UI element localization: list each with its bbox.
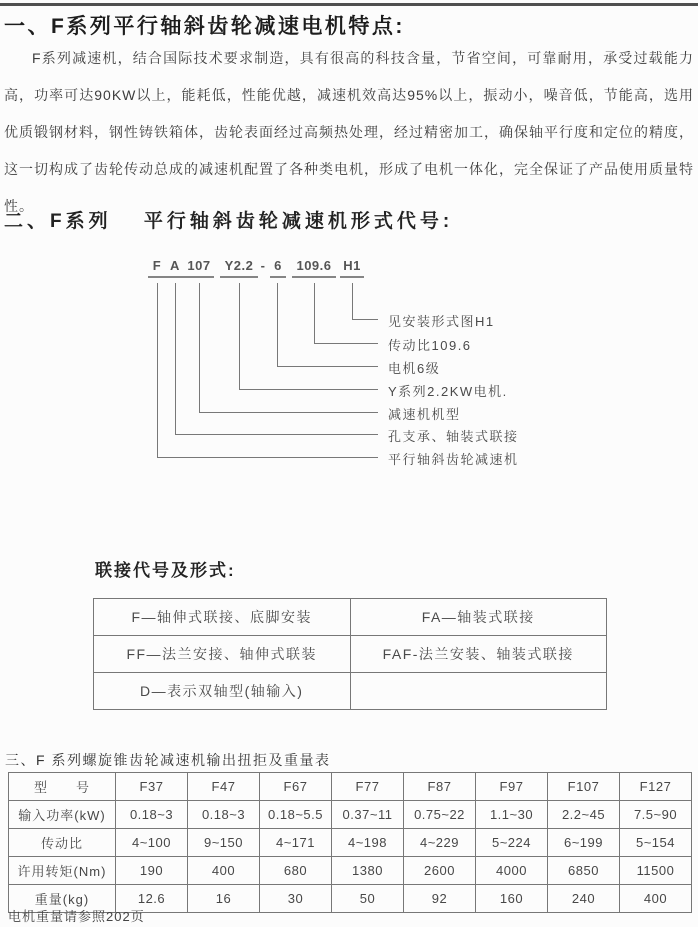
table-cell: 0.37~11 xyxy=(332,801,404,829)
table-row xyxy=(9,829,692,857)
table-cell: 7.5~90 xyxy=(620,801,692,829)
connection-cell: FF—法兰安接、轴伸式联装 xyxy=(94,636,351,673)
code-label-motor-poles: 电机6级 xyxy=(388,361,441,376)
leader-line-horizontal xyxy=(314,343,378,344)
code-part-107: 107 xyxy=(184,258,214,278)
table-cell: 0.18~3 xyxy=(188,801,260,829)
leader-line-vertical xyxy=(199,283,200,412)
leader-line-vertical xyxy=(157,283,158,457)
connection-cell: FA—轴装式联接 xyxy=(350,599,607,636)
table-cell: 30 xyxy=(260,885,332,913)
leader-line-vertical xyxy=(352,283,353,319)
table-cell: 6~199 xyxy=(548,829,620,857)
connection-cell: F—轴伸式联接、底脚安装 xyxy=(94,599,351,636)
table-cell: 6850 xyxy=(548,857,620,885)
top-rule-divider xyxy=(0,3,698,6)
table-cell: 160 xyxy=(476,885,548,913)
column-header: 型 号 xyxy=(9,773,116,801)
footer-note: 电机重量请参照202页 xyxy=(8,909,145,924)
connection-cell xyxy=(350,673,607,710)
leader-line-vertical xyxy=(239,283,240,389)
connection-cell: D—表示双轴型(轴输入) xyxy=(94,673,351,710)
code-label-shaft-mounted: 孔支承、轴装式联接 xyxy=(388,429,519,444)
table-cell: 1.1~30 xyxy=(476,801,548,829)
code-label-reducer-model: 减速机机型 xyxy=(388,407,461,422)
table-cell: 2.2~45 xyxy=(548,801,620,829)
table-cell: 4000 xyxy=(476,857,548,885)
table-cell: 680 xyxy=(260,857,332,885)
designation-code-diagram xyxy=(0,255,698,470)
table-cell: 11500 xyxy=(620,857,692,885)
row-label: 输入功率(kW) xyxy=(9,801,116,829)
leader-line-horizontal xyxy=(277,366,378,367)
code-part-6: 6 xyxy=(270,258,286,278)
table-cell: 50 xyxy=(332,885,404,913)
table-cell: 240 xyxy=(548,885,620,913)
column-header: F37 xyxy=(116,773,188,801)
code-label-mounting-form: 见安装形式图H1 xyxy=(388,314,495,329)
table-row xyxy=(94,636,607,673)
section2-title: 二、F系列 平行轴斜齿轮减速机形式代号: xyxy=(4,211,454,232)
connection-cell: FAF-法兰安装、轴装式联接 xyxy=(350,636,607,673)
leader-line-horizontal xyxy=(352,319,378,320)
table-cell: 4~171 xyxy=(260,829,332,857)
table-row xyxy=(94,673,607,710)
output-torque-weight-table xyxy=(8,772,692,913)
table-row xyxy=(9,801,692,829)
section3-title: 三、F 系列螺旋锥齿轮减速机输出扭拒及重量表 xyxy=(5,752,331,768)
table-header-row xyxy=(9,773,692,801)
row-label: 重量(kg) xyxy=(9,885,116,913)
column-header: F127 xyxy=(620,773,692,801)
column-header: F67 xyxy=(260,773,332,801)
table-cell: 1380 xyxy=(332,857,404,885)
connection-codes-title: 联接代号及形式: xyxy=(95,561,236,580)
code-part-A: A xyxy=(166,258,184,278)
table-cell: 0.18~5.5 xyxy=(260,801,332,829)
row-label: 传动比 xyxy=(9,829,116,857)
table-cell: 0.75~22 xyxy=(404,801,476,829)
leader-line-horizontal xyxy=(175,434,378,435)
table-cell: 4~229 xyxy=(404,829,476,857)
table-row xyxy=(94,599,607,636)
leader-line-vertical xyxy=(277,283,278,366)
code-label-motor-series: Y系列2.2KW电机. xyxy=(388,384,508,399)
code-part-109.6: 109.6 xyxy=(292,258,336,278)
code-part-dash: - xyxy=(260,258,266,273)
row-label: 许用转矩(Nm) xyxy=(9,857,116,885)
table-cell: 5~224 xyxy=(476,829,548,857)
table-cell: 2600 xyxy=(404,857,476,885)
column-header: F97 xyxy=(476,773,548,801)
table-cell: 400 xyxy=(188,857,260,885)
leader-line-horizontal xyxy=(199,412,378,413)
column-header: F107 xyxy=(548,773,620,801)
table-cell: 190 xyxy=(116,857,188,885)
column-header: F77 xyxy=(332,773,404,801)
column-header: F47 xyxy=(188,773,260,801)
table-cell: 5~154 xyxy=(620,829,692,857)
table-cell: 9~150 xyxy=(188,829,260,857)
leader-line-horizontal xyxy=(157,457,378,458)
table-cell: 4~198 xyxy=(332,829,404,857)
code-part-F: F xyxy=(148,258,166,278)
column-header: F87 xyxy=(404,773,476,801)
section1-title: 一、F系列平行轴斜齿轮减速电机特点: xyxy=(4,15,405,38)
code-label-ratio: 传动比109.6 xyxy=(388,338,472,353)
code-part-H1: H1 xyxy=(340,258,364,278)
leader-line-horizontal xyxy=(239,389,378,390)
leader-line-vertical xyxy=(314,283,315,343)
table-cell: 4~100 xyxy=(116,829,188,857)
table-cell: 400 xyxy=(620,885,692,913)
table-cell: 12.6 xyxy=(116,885,188,913)
table-cell: 92 xyxy=(404,885,476,913)
table-row xyxy=(9,857,692,885)
code-part-Y2.2: Y2.2 xyxy=(220,258,258,278)
table-cell: 16 xyxy=(188,885,260,913)
intro-paragraph: F系列减速机，结合国际技术要求制造，具有很高的科技含量，节省空间，可靠耐用，承受过载能力高，功率可达90KW以上，能耗低，性能优越，减速机效高达95%以上，振动小，噪音低，节能高，选用优质锻钢材料，钢性铸铁箱体，齿轮表面经过高频热处理，经过精密加工，确保轴平行度和定位的精度，这一切构成了齿轮传动总成的减速机配置了各种类电机，形成了电机一体化，完全保证了产品使用质量特性。 xyxy=(4,50,694,214)
code-label-series-type: 平行轴斜齿轮减速机 xyxy=(388,452,519,467)
connection-codes-table xyxy=(93,598,607,710)
leader-line-vertical xyxy=(175,283,176,434)
table-cell: 0.18~3 xyxy=(116,801,188,829)
